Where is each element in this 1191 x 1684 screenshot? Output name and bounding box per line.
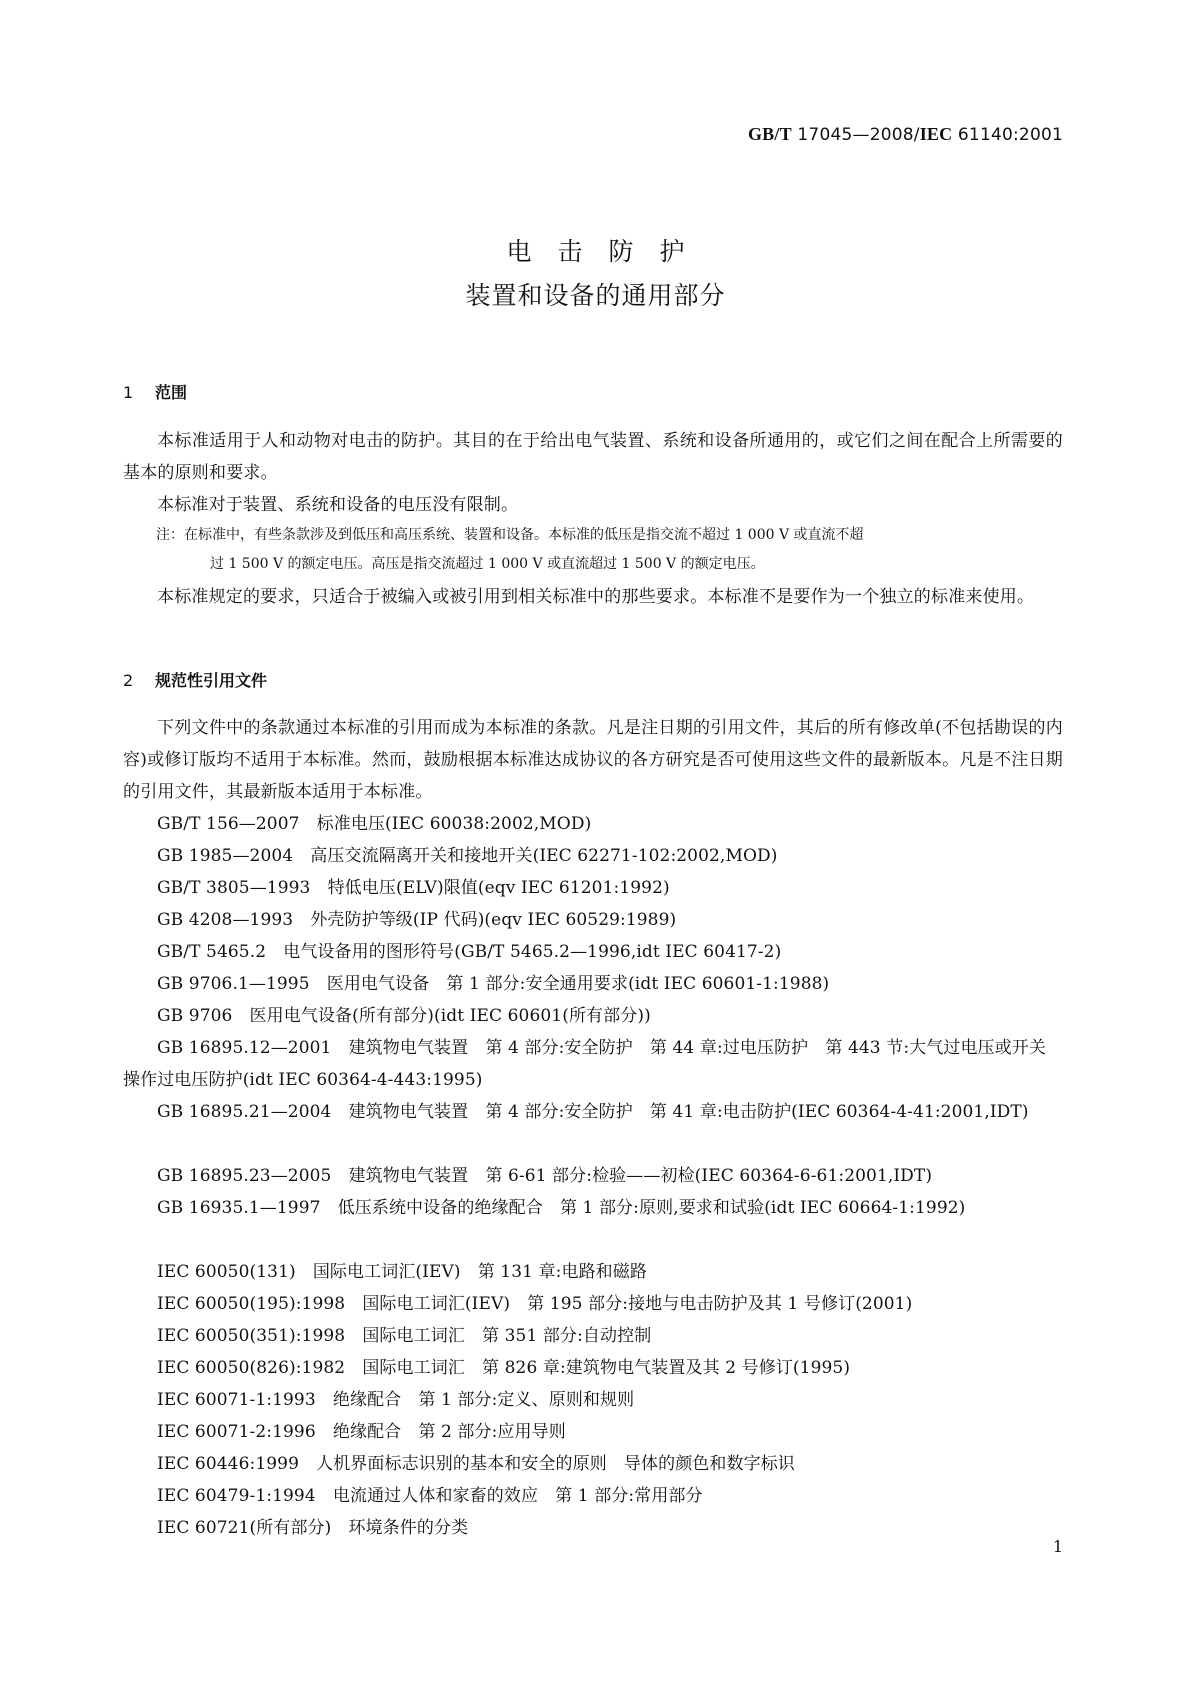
section-title: 规范性引用文件 [155,671,268,690]
section-number: 1 [123,383,134,402]
page-number: 1 [1052,1537,1063,1556]
reference-item: GB 16895.12—2001 建筑物电气装置 第 4 部分:安全防护 第 44 章:过电压防护 第 443 节:大气过电压或开关操作过电压防护(idt IEC 60364-4-443:1995) [123,1038,1046,1090]
scope-paragraph-1: 本标准适用于人和动物对电击的防护。其目的在于给出电气装置、系统和设备所通用的，或它们之间在配合上所需要的基本的原则和要求。 [123,431,1063,483]
note-line-2: 过 1 500 V 的额定电压。高压是指交流超过 1 000 V 或直流超过 1 500 V 的额定电压。 [210,556,765,572]
code-iec: IEC [919,124,953,144]
reference-item: IEC 60721(所有部分) 环境条件的分类 [157,1518,469,1538]
section-number: 2 [123,671,134,690]
reference-item: GB 9706 医用电气设备(所有部分)(idt IEC 60601(所有部分)) [157,1006,651,1026]
scope-note [156,521,1062,579]
reference-item: GB 9706.1—1995 医用电气设备 第 1 部分:安全通用要求(idt IEC 60601-1:1988) [157,974,830,994]
reference-item: GB 16895.23—2005 建筑物电气装置 第 6-61 部分:检验——初检(IEC 60364-6-61:2001,IDT) [157,1166,933,1186]
reference-item: GB/T 3805—1993 特低电压(ELV)限值(eqv IEC 61201:1992) [157,878,670,898]
reference-item: IEC 60050(351):1998 国际电工词汇 第 351 部分:自动控制 [157,1326,652,1346]
reference-item: IEC 60050(131) 国际电工词汇(IEV) 第 131 章:电路和磁路 [157,1262,647,1282]
section-heading-scope [123,380,187,403]
reference-item: IEC 60071-2:1996 绝缘配合 第 2 部分:应用导则 [157,1422,566,1442]
reference-item: IEC 60050(826):1982 国际电工词汇 第 826 章:建筑物电气装置及其 2 号修订(1995) [157,1358,851,1378]
code-prefix: GB/T [747,124,792,144]
code-main: 17045—2008/ [791,125,920,145]
reference-item: GB 4208—1993 外壳防护等级(IP 代码)(eqv IEC 60529:1989) [157,910,677,930]
section-title: 范围 [155,383,188,402]
reference-item: GB/T 156—2007 标准电压(IEC 60038:2002,MOD) [157,814,592,834]
code-suffix: 61140:2001 [952,125,1063,145]
reference-item: GB 16935.1—1997 低压系统中设备的绝缘配合 第 1 部分:原则,要求和试验(idt IEC 60664-1:1992) [157,1198,966,1218]
section-heading-normative-references [123,668,267,691]
reference-item: GB/T 5465.2 电气设备用的图形符号(GB/T 5465.2—1996,idt IEC 60417-2) [157,942,782,962]
document-title-line1: 电击防护 [506,237,711,266]
reference-item: IEC 60050(195):1998 国际电工词汇(IEV) 第 195 部分:接地与电击防护及其 1 号修订(2001) [157,1294,913,1314]
note-label: 注： [156,527,184,543]
reference-item: GB 1985—2004 高压交流隔离开关和接地开关(IEC 62271-102:2002,MOD) [157,846,778,866]
scope-paragraph-3: 本标准规定的要求，只适合于被编入或被引用到相关标准中的那些要求。本标准不是要作为一个独立的标准来使用。 [157,587,1035,607]
note-line-1: 在标准中，有些条款涉及到低压和高压系统、装置和设备。本标准的低压是指交流不超过 1 000 V 或直流不超 [184,527,864,543]
document-title-line2: 装置和设备的通用部分 [465,281,726,310]
scope-paragraph-2: 本标准对于装置、系统和设备的电压没有限制。 [157,495,519,515]
reference-item: IEC 60071-1:1993 绝缘配合 第 1 部分:定义、原则和规则 [157,1390,635,1410]
reference-item: GB 16895.21—2004 建筑物电气装置 第 4 部分:安全防护 第 41 章:电击防护(IEC 60364-4-41:2001,IDT) [157,1102,1029,1122]
references-intro: 下列文件中的条款通过本标准的引用而成为本标准的条款。凡是注日期的引用文件，其后的所有修改单(不包括勘误的内容)或修订版均不适用于本标准。然而，鼓励根据本标准达成协议的各方研究是否可使用这些文件的最新版本。凡是不注日期的引用文件，其最新版本适用于本标准。 [123,718,1063,802]
reference-item: IEC 60479-1:1994 电流通过人体和家畜的效应 第 1 部分:常用部分 [157,1486,703,1506]
reference-item: IEC 60446:1999 人机界面标志识别的基本和安全的原则 导体的颜色和数字标识 [157,1454,795,1474]
standard-code-header [748,124,1063,145]
